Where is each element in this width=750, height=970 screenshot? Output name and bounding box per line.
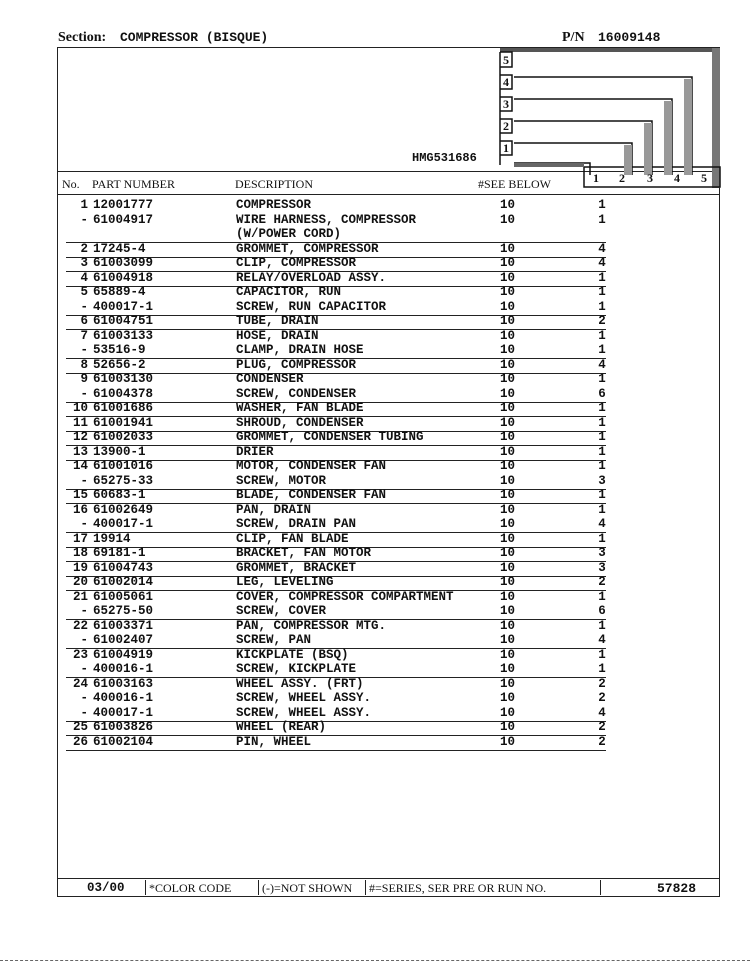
table-row: [0, 503, 750, 518]
row-series: 10: [500, 430, 516, 444]
row-number: 24: [72, 676, 88, 691]
row-number: -: [80, 633, 88, 647]
row-series: 10: [500, 604, 516, 618]
row-part-number: 61003826: [93, 720, 154, 734]
row-quantity: 1: [598, 328, 606, 343]
row-quantity: 1: [598, 430, 606, 444]
row-quantity: 4: [598, 517, 606, 531]
row-part-number: 61004378: [93, 386, 154, 401]
row-number: 18: [72, 546, 88, 560]
row-part-number: 61003133: [93, 328, 154, 343]
table-row: [0, 372, 750, 387]
row-series: 10: [500, 343, 516, 357]
row-part-number: 61002649: [93, 502, 154, 517]
row-series: 10: [500, 662, 516, 676]
row-series: 10: [500, 444, 516, 459]
row-description: SCREW, WHEEL ASSY.: [236, 691, 372, 705]
series-bottom-1: 1: [593, 171, 599, 185]
row-description: LEG, LEVELING: [236, 575, 334, 589]
row-series: 10: [500, 270, 516, 285]
footer-doc-number: 57828: [657, 881, 697, 896]
row-number: -: [80, 212, 88, 227]
row-description: GROMMET, COMPRESSOR: [236, 241, 379, 256]
row-description: SCREW, CONDENSER: [236, 386, 357, 401]
row-number: 13: [72, 444, 88, 459]
row-number: 4: [80, 270, 88, 285]
row-quantity: 1: [598, 444, 606, 459]
row-part-number: 12001777: [93, 198, 154, 212]
column-header-no: No.: [62, 177, 80, 191]
row-description: CLIP, FAN BLADE: [236, 531, 349, 546]
row-quantity: 1: [598, 589, 606, 604]
row-quantity: 1: [598, 662, 606, 676]
row-number: 26: [72, 734, 88, 749]
row-series: 10: [500, 285, 516, 299]
row-description: MOTOR, CONDENSER FAN: [236, 459, 387, 473]
row-quantity: 1: [598, 401, 606, 415]
row-number: -: [80, 517, 88, 531]
row-number: 10: [72, 401, 88, 415]
row-description: COMPRESSOR: [236, 198, 312, 212]
footer-date: 03/00: [87, 881, 125, 895]
row-part-number: 60683-1: [93, 488, 146, 502]
row-series: 10: [500, 386, 516, 401]
row-number: -: [80, 386, 88, 401]
row-part-number: 61004751: [93, 314, 154, 328]
row-quantity: 2: [598, 575, 606, 589]
row-series: 10: [500, 415, 516, 430]
row-number: 14: [72, 459, 88, 473]
row-series: 10: [500, 357, 516, 372]
column-header-part-number: PART NUMBER: [92, 177, 175, 191]
table-row: [0, 619, 750, 634]
table-row: [0, 459, 750, 474]
series-bottom-5: 5: [701, 171, 707, 185]
row-description: RELAY/OVERLOAD ASSY.: [236, 270, 387, 285]
column-header-description: DESCRIPTION: [235, 177, 314, 191]
row-quantity: 2: [598, 314, 606, 328]
row-series: 10: [500, 241, 516, 256]
row-number: 8: [80, 357, 88, 372]
row-quantity: 1: [598, 285, 606, 299]
series-number-2: 2: [503, 119, 509, 133]
row-description: CLIP, COMPRESSOR: [236, 256, 357, 270]
series-number-4: 4: [503, 75, 509, 89]
row-series: 10: [500, 328, 516, 343]
row-part-number: 61002104: [93, 734, 154, 749]
row-series: 10: [500, 459, 516, 473]
part-number-label: P/N: [562, 30, 585, 45]
footer-not-shown: (-)=NOT SHOWN: [262, 881, 353, 895]
series-number-3: 3: [503, 97, 509, 111]
table-row: [0, 691, 750, 706]
row-series: 10: [500, 517, 516, 531]
row-series: 10: [500, 401, 516, 415]
row-part-number: 61003130: [93, 372, 154, 386]
row-description: PAN, DRAIN: [236, 502, 312, 517]
row-description: WIRE HARNESS, COMPRESSOR: [236, 212, 417, 227]
row-quantity: 6: [598, 604, 606, 618]
row-description: WHEEL ASSY. (FRT): [236, 676, 364, 691]
row-quantity: 4: [598, 241, 606, 256]
table-row: [0, 198, 750, 213]
row-number: -: [80, 299, 88, 314]
row-number: 16: [72, 502, 88, 517]
row-quantity: 3: [598, 473, 606, 488]
row-number: 21: [72, 589, 88, 604]
row-description: BLADE, CONDENSER FAN: [236, 488, 387, 502]
row-description: SCREW, KICKPLATE: [236, 662, 357, 676]
series-number-1: 1: [503, 141, 509, 155]
row-description: SCREW, MOTOR: [236, 473, 327, 488]
row-series: 10: [500, 314, 516, 328]
row-number: 19: [72, 560, 88, 575]
row-part-number: 400016-1: [93, 662, 154, 676]
row-number: -: [80, 705, 88, 720]
row-part-number: 61001941: [93, 415, 154, 430]
row-series: 10: [500, 560, 516, 575]
row-description: CONDENSER: [236, 372, 304, 386]
row-number: 17: [72, 531, 88, 546]
row-part-number: 69181-1: [93, 546, 146, 560]
table-row: [66, 735, 606, 751]
row-series: 10: [500, 256, 516, 270]
row-description: PLUG, COMPRESSOR: [236, 357, 357, 372]
row-number: 5: [80, 285, 88, 299]
row-quantity: 6: [598, 386, 606, 401]
row-description: CAPACITOR, RUN: [236, 285, 342, 299]
row-description: HOSE, DRAIN: [236, 328, 319, 343]
series-bottom-4: 4: [674, 171, 680, 185]
row-description: PIN, WHEEL: [236, 734, 312, 749]
row-part-number: 400017-1: [93, 517, 154, 531]
row-series: 10: [500, 299, 516, 314]
row-description: SCREW, COVER: [236, 604, 327, 618]
diagram-id: HMG531686: [412, 151, 477, 165]
row-quantity: 1: [598, 212, 606, 227]
row-quantity: 2: [598, 734, 606, 749]
row-quantity: 2: [598, 691, 606, 705]
row-number: 6: [80, 314, 88, 328]
row-part-number: 61003371: [93, 618, 154, 633]
row-series: 10: [500, 575, 516, 589]
row-part-number: 400017-1: [93, 299, 154, 314]
row-series: 10: [500, 589, 516, 604]
row-part-number: 52656-2: [93, 357, 146, 372]
table-row: [0, 285, 750, 300]
row-part-number: 61002407: [93, 633, 154, 647]
row-quantity: 1: [598, 502, 606, 517]
row-part-number: 61003099: [93, 256, 154, 270]
footer-series-note: #=SERIES, SER PRE OR RUN NO.: [369, 881, 547, 895]
row-description: SCREW, PAN: [236, 633, 312, 647]
row-number: 1: [80, 198, 88, 212]
row-part-number: 65275-33: [93, 473, 154, 488]
row-part-number: 61004743: [93, 560, 154, 575]
row-quantity: 1: [598, 647, 606, 662]
row-part-number: 61004917: [93, 212, 154, 227]
row-quantity: 3: [598, 546, 606, 560]
row-description: DRIER: [236, 444, 274, 459]
row-series: 10: [500, 502, 516, 517]
row-part-number: 400017-1: [93, 705, 154, 720]
row-number: 12: [72, 430, 88, 444]
row-part-number: 61002014: [93, 575, 154, 589]
row-description: SHROUD, CONDENSER: [236, 415, 364, 430]
row-part-number: 53516-9: [93, 343, 146, 357]
row-series: 10: [500, 488, 516, 502]
row-part-number: 61005061: [93, 589, 154, 604]
row-quantity: 1: [598, 459, 606, 473]
row-series: 10: [500, 633, 516, 647]
row-number: 25: [72, 720, 88, 734]
row-part-number: 65275-50: [93, 604, 154, 618]
row-part-number: 61003163: [93, 676, 154, 691]
row-number: -: [80, 662, 88, 676]
row-series: 10: [500, 691, 516, 705]
row-quantity: 1: [598, 198, 606, 212]
row-number: -: [80, 691, 88, 705]
row-description: KICKPLATE (BSQ): [236, 647, 349, 662]
row-description: (W/POWER CORD): [236, 227, 342, 241]
row-quantity: 2: [598, 676, 606, 691]
row-description: SCREW, DRAIN PAN: [236, 517, 357, 531]
bottom-rule: [0, 960, 750, 961]
series-bottom-2: 2: [619, 171, 625, 185]
series-bottom-3: 3: [647, 171, 653, 185]
row-number: 15: [72, 488, 88, 502]
table-row: [0, 329, 750, 344]
row-quantity: 3: [598, 560, 606, 575]
row-number: 11: [72, 415, 88, 430]
row-number: -: [80, 604, 88, 618]
row-number: 22: [72, 618, 88, 633]
row-quantity: 1: [598, 299, 606, 314]
row-quantity: 1: [598, 343, 606, 357]
row-series: 10: [500, 546, 516, 560]
row-part-number: 61001016: [93, 459, 154, 473]
row-quantity: 4: [598, 705, 606, 720]
row-quantity: 1: [598, 270, 606, 285]
section-title: COMPRESSOR (BISQUE): [120, 30, 269, 45]
row-description: COVER, COMPRESSOR COMPARTMENT: [236, 589, 454, 604]
row-part-number: 61002033: [93, 430, 154, 444]
row-number: 23: [72, 647, 88, 662]
row-quantity: 1: [598, 531, 606, 546]
row-series: 10: [500, 618, 516, 633]
row-quantity: 2: [598, 720, 606, 734]
row-series: 10: [500, 720, 516, 734]
row-series: 10: [500, 531, 516, 546]
row-quantity: 1: [598, 618, 606, 633]
row-description: SCREW, WHEEL ASSY.: [236, 705, 372, 720]
series-number-5: 5: [503, 53, 509, 67]
row-description: BRACKET, FAN MOTOR: [236, 546, 372, 560]
row-part-number: 13900-1: [93, 444, 146, 459]
row-description: GROMMET, CONDENSER TUBING: [236, 430, 424, 444]
row-number: 9: [80, 372, 88, 386]
table-row: [0, 648, 750, 663]
footer-legend: [57, 878, 720, 897]
row-part-number: 61004918: [93, 270, 154, 285]
row-description: SCREW, RUN CAPACITOR: [236, 299, 387, 314]
row-description: WASHER, FAN BLADE: [236, 401, 364, 415]
row-number: 2: [80, 241, 88, 256]
row-description: GROMMET, BRACKET: [236, 560, 357, 575]
row-series: 10: [500, 676, 516, 691]
row-number: 3: [80, 256, 88, 270]
row-quantity: 4: [598, 256, 606, 270]
row-series: 10: [500, 647, 516, 662]
series-diagram: [494, 45, 724, 195]
row-part-number: 61004919: [93, 647, 154, 662]
row-description: CLAMP, DRAIN HOSE: [236, 343, 364, 357]
row-number: -: [80, 343, 88, 357]
row-number: -: [80, 473, 88, 488]
table-row: [0, 590, 750, 605]
row-part-number: 65889-4: [93, 285, 146, 299]
part-number-value: 16009148: [598, 30, 661, 45]
row-part-number: 400016-1: [93, 691, 154, 705]
row-series: 10: [500, 372, 516, 386]
table-row: [0, 213, 750, 228]
section-label: Section:: [58, 30, 107, 45]
row-quantity: 1: [598, 372, 606, 386]
row-quantity: 4: [598, 357, 606, 372]
row-series: 10: [500, 198, 516, 212]
row-number: 7: [80, 328, 88, 343]
row-quantity: 1: [598, 488, 606, 502]
row-quantity: 1: [598, 415, 606, 430]
row-series: 10: [500, 473, 516, 488]
row-part-number: 17245-4: [93, 241, 146, 256]
row-series: 10: [500, 734, 516, 749]
row-number: 20: [72, 575, 88, 589]
row-description: WHEEL (REAR): [236, 720, 327, 734]
table-row: [0, 677, 750, 692]
row-series: 10: [500, 212, 516, 227]
column-header-see-below: #SEE BELOW: [478, 177, 551, 191]
footer-color-code: *COLOR CODE: [149, 881, 232, 895]
row-quantity: 4: [598, 633, 606, 647]
row-series: 10: [500, 705, 516, 720]
row-description: TUBE, DRAIN: [236, 314, 319, 328]
row-part-number: 19914: [93, 531, 131, 546]
row-part-number: 61001686: [93, 401, 154, 415]
row-description: PAN, COMPRESSOR MTG.: [236, 618, 387, 633]
